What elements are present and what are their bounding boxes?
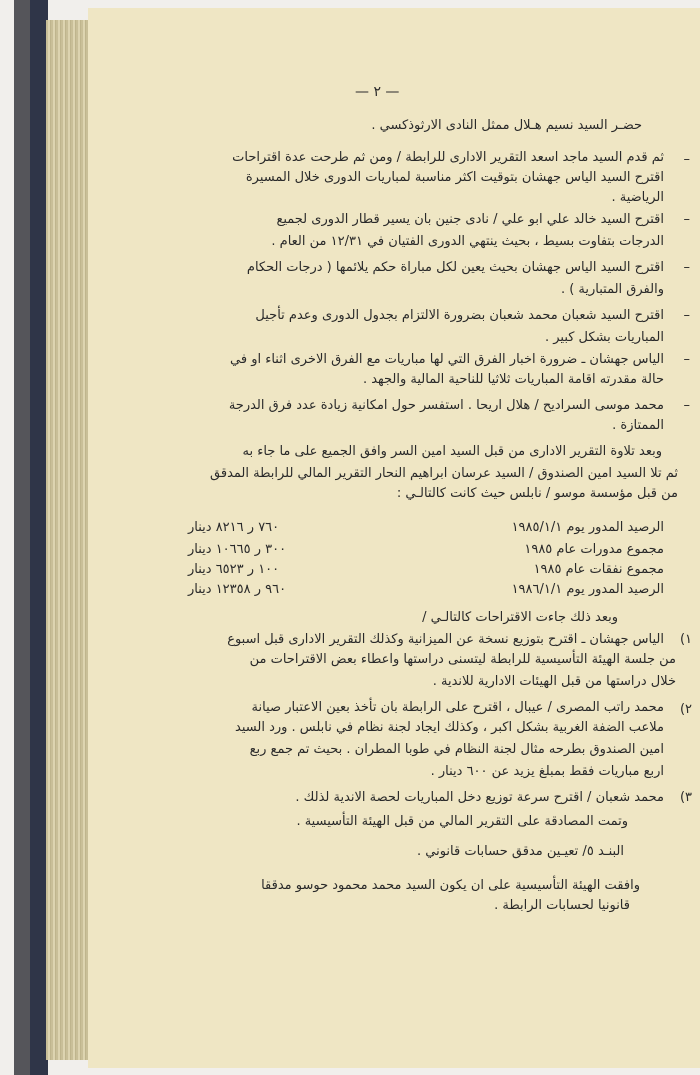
text-line: البنـد ٥/ تعيـين مدقق حسابات قانوني . (416, 844, 624, 859)
item-number: ٣) (679, 790, 692, 805)
page-edges (46, 20, 92, 1060)
text-line: ثم تلا السيد امين الصندوق / السيد عرسان ابراهيم النحار التقرير المالي للرابطة المدقق (210, 466, 678, 481)
text-line: محمد راتب المصرى / عيبال ، اقترح على الرابطة بان تأخذ بعين الاعتبار صيانة (251, 700, 664, 715)
text-line: من جلسة الهيئة التأسيسية للرابطة ليتسنى دراستها واعطاء بعض الاقتراحات من (249, 652, 676, 667)
text-line: الدرجات بتفاوت بسيط ، بحيث ينتهي الدورى الفتيان في ١٢/٣١ من العام . (271, 234, 664, 249)
bullet-dash: – (683, 260, 690, 275)
finance-amount: ٣٠٠ ر ١٠٦٦٥ دينار (188, 542, 287, 557)
text-line: حالة مقدرته اقامة المباريات ثلاثيا للناحية المالية والجهد . (362, 372, 664, 387)
bullet-dash: – (683, 152, 690, 167)
item-number: ٢) (679, 702, 692, 717)
text-line: والفرق المتبارية ) . (560, 282, 664, 297)
text-line: الممتازة . (612, 418, 664, 433)
text-line: اقترح السيد شعبان محمد شعبان بضرورة الالتزام بجدول الدورى وعدم تأجيل (255, 308, 664, 323)
book-spine (14, 0, 30, 1075)
text-line: اقترح السيد خالد علي ابو علي / نادى جنين بان يسير قطار الدورى لجميع (276, 212, 664, 227)
text-line: اربع مباريات فقط بمبلغ يزيد عن ٦٠٠ دينار . (430, 764, 664, 779)
text-line: من قبل مؤسسة موسو / نابلس حيث كانت كالتالـي : (396, 486, 678, 501)
finance-row (88, 582, 688, 602)
text-line: خلال دراستها من قبل الهيئات الادارية للاندية . (432, 674, 676, 689)
text-line: الرياضية . (611, 190, 664, 205)
text-line: قانونيا لحسابات الرابطة . (494, 898, 630, 913)
text-line: وافقت الهيئة التأسيسية على ان يكون السيد محمد محمود حوسو مدققا (261, 878, 640, 893)
bullet-dash: – (683, 352, 690, 367)
text-line: امين الصندوق بطرحه مثال لجنة النظام في طوبا المطران . بحيث تم جمع ربع (249, 742, 664, 757)
finance-amount: ٩٦٠ ر ١٢٣٥٨ دينار (188, 582, 287, 597)
bullet-dash: – (683, 398, 690, 413)
text-line: الياس جهشان ـ اقترح بتوزيع نسخة عن الميزانية وكذلك التقرير الادارى قبل اسبوع (227, 632, 664, 647)
text-line: وتمت المصادقة على التقرير المالي من قبل الهيئة التأسيسية . (296, 814, 628, 829)
text-line: الياس جهشان ـ ضرورة اخبار الفرق التي لها مباريات مع الفرق الاخرى اثناء او في (230, 352, 664, 367)
text-line: اقترح السيد الياس جهشان بحيث يعين لكل مباراة حكم يلائمها ( درجات الحكام (246, 260, 664, 275)
finance-label: الرصيد المدور يوم ١٩٨٥/١/١ (511, 520, 664, 535)
text-line: ثم قدم السيد ماجد اسعد التقرير الادارى للرابطة / ومن ثم طرحت عدة اقتراحات (232, 150, 664, 165)
page-number: — ٢ — (355, 84, 400, 100)
text-line: وبعد تلاوة التقرير الادارى من قبل السيد امين السر وافق الجميع على ما جاء به (242, 444, 662, 459)
text-line: محمد موسى السراديح / هلال اريحا . استفسر حول امكانية زيادة عدد فرق الدرجة (228, 398, 664, 413)
text-line: محمد شعبان / اقترح سرعة توزيع دخل المباريات لحصة الاندية لذلك . (295, 790, 664, 805)
text-line: اقترح السيد الياس جهشان بتوقيت اكثر مناسبة لمباريات الدورى خلال المسيرة (245, 170, 664, 185)
finance-row (88, 520, 688, 540)
text-line: حضـر السيد نسيم هـلال ممثل النادى الارثوذكسي . (371, 118, 642, 133)
finance-label: مجموع مدورات عام ١٩٨٥ (524, 542, 664, 557)
item-number: ١) (679, 632, 692, 647)
text-line: المباريات بشكل كبير . (544, 330, 664, 345)
bullet-dash: – (683, 212, 690, 227)
finance-label: الرصيد المدور يوم ١٩٨٦/١/١ (511, 582, 664, 597)
finance-row (88, 562, 688, 582)
text-line: ملاعب الضفة الغربية بشكل اكبر ، وكذلك ايجاد لجنة نظام في نابلس . ورد السيد (235, 720, 664, 735)
finance-amount: ٧٦٠ ر ٨٢١٦ دينار (188, 520, 280, 535)
finance-label: مجموع نفقات عام ١٩٨٥ (533, 562, 664, 577)
finance-row (88, 542, 688, 562)
text-line: وبعد ذلك جاءت الاقتراحات كالتالـي / (422, 610, 618, 625)
finance-amount: ١٠٠ ر ٦٥٢٣ دينار (188, 562, 280, 577)
bullet-dash: – (683, 308, 690, 323)
